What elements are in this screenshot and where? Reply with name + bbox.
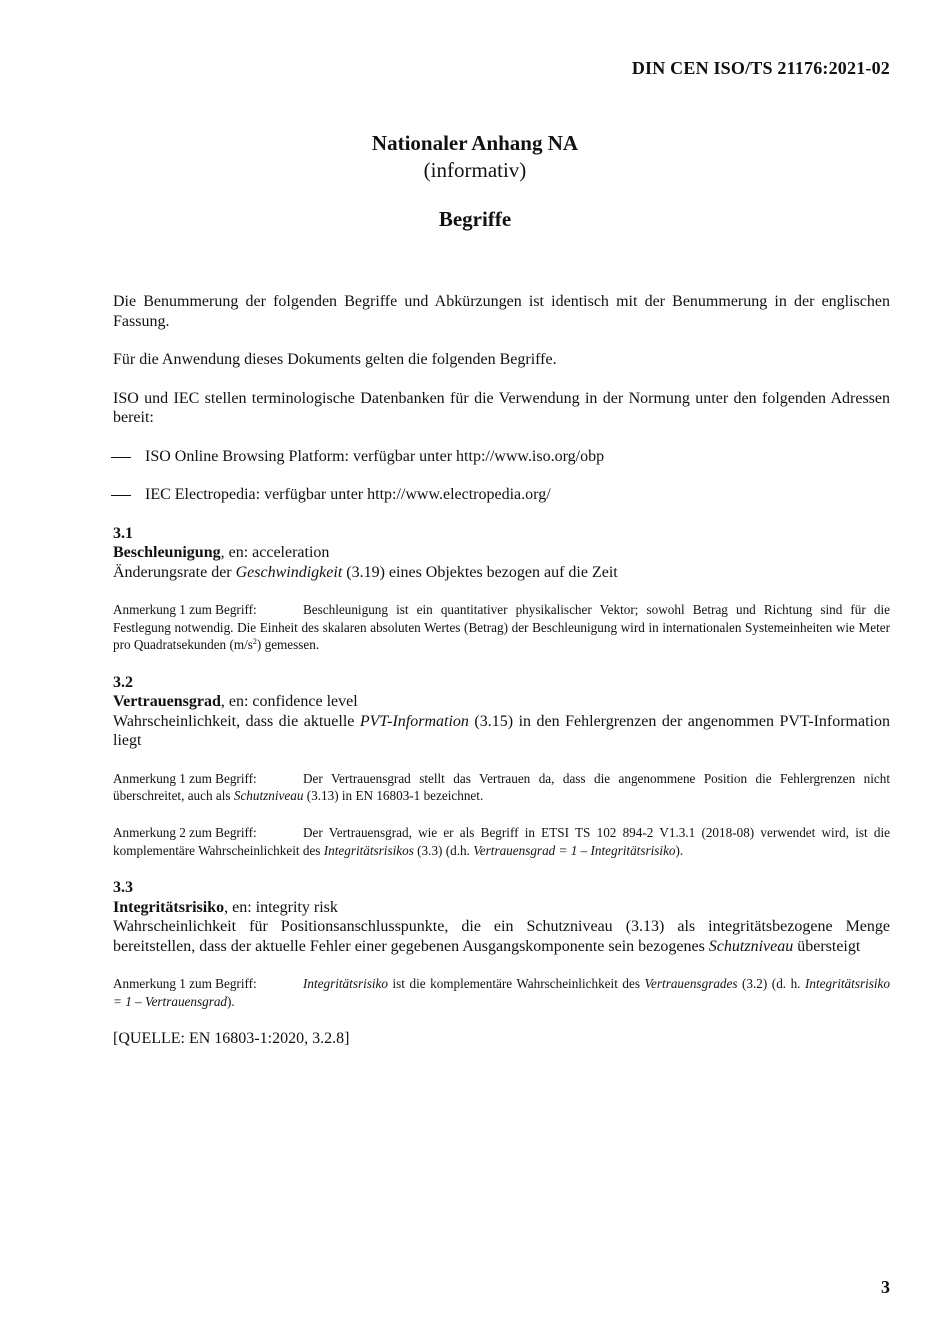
- list-item-text: IEC Electropedia: verfügbar unter http://www.electropedia.org/: [145, 486, 551, 503]
- page-number: 3: [881, 1277, 890, 1297]
- term-name: Integritätsrisiko: [113, 898, 225, 916]
- note-label: Anmerkung 2 zum Begriff:: [113, 824, 257, 840]
- term-heading: [113, 692, 890, 712]
- note-text: Der Vertrauensgrad stellt das Vertrauen da, dass die angenommene Position die Fehlergrenzen nicht überschreitet, auch als: [113, 770, 890, 804]
- note-italic: Integritätsrisikos: [323, 842, 414, 858]
- note-text: ) gemessen.: [256, 637, 320, 653]
- dash-bullet: [111, 495, 131, 496]
- term-heading: [113, 898, 890, 918]
- note-text: (3.2) (d. h.: [737, 976, 805, 992]
- note-text: (3.13) in EN 16803-1 bezeichnet.: [303, 788, 484, 804]
- definition-text: übersteigt: [793, 937, 861, 955]
- note-italic: Schutzniveau: [233, 788, 304, 804]
- term-note: [113, 975, 890, 1010]
- note-text: ).: [227, 993, 235, 1009]
- definition-text: (3.15) in den Fehlergrenzen der angenommen PVT-Information liegt: [113, 712, 890, 750]
- note-text: Der Vertrauensgrad, wie er als Begriff in ETSI TS 102 894-2 V1.3.1 (2018-08) verwendet wird, ist die komplementäre Wahrscheinlichkeit des: [113, 824, 890, 858]
- note-text: Beschleunigung ist ein quantitativer physikalischer Vektor; sowohl Betrag und Richtung sind für die Festlegung notwendig. Die Einheit des skalaren absoluten Wertes (Betrag) der Beschleunigung wird in internationalen Systemeinheiten wie Meter pro Quadratsekunden (m/s: [113, 602, 890, 653]
- note-label: Anmerkung 1 zum Begriff:: [113, 770, 257, 786]
- definition-italic: PVT-Information: [359, 712, 469, 730]
- note-italic: Vertrauensgrades: [644, 976, 738, 992]
- term-entry-3-2: [113, 673, 890, 859]
- term-number: 3.1: [113, 524, 133, 542]
- term-definition: [113, 563, 890, 583]
- definition-italic: Schutzniveau: [708, 937, 794, 955]
- note-label: Anmerkung 1 zum Begriff:: [113, 602, 257, 617]
- term-source: [QUELLE: EN 16803-1:2020, 3.2.8]: [113, 1030, 350, 1048]
- term-entry-3-1: [113, 524, 890, 654]
- note-label: Anmerkung 1 zum Begriff:: [113, 976, 257, 992]
- note-text: (3.3) (d.h.: [413, 842, 474, 858]
- intro-paragraph-2: Für die Anwendung dieses Dokuments gelten die folgenden Begriffe.: [113, 351, 557, 368]
- note-superscript: 2: [252, 637, 257, 647]
- term-entry-3-3: [113, 878, 890, 1049]
- list-item: [113, 485, 890, 505]
- definition-text: Änderungsrate der: [113, 563, 236, 581]
- document-body: [113, 292, 890, 1049]
- term-english: , en: acceleration: [220, 544, 330, 561]
- note-text: ).: [675, 842, 684, 858]
- note-italic: Vertrauensgrad = 1 – Integritätsrisiko: [473, 842, 676, 858]
- definition-text: Wahrscheinlichkeit für Positionsanschlusspunkte, die ein Schutzniveau (3.13) als integritätsbezogene Menge bereitstellen, dass der aktuelle Fehler einer gegebenen Ausgangskomponente sein bezogenes: [113, 918, 890, 955]
- term-definition: [113, 712, 890, 751]
- definition-italic: Geschwindigkeit: [235, 563, 343, 581]
- term-note: [113, 824, 890, 859]
- term-english: , en: confidence level: [220, 693, 358, 711]
- document-identifier: DIN CEN ISO/TS 21176:2021-02: [631, 58, 890, 78]
- list-item: [113, 447, 890, 467]
- note-italic: Integritätsrisiko: [303, 976, 388, 992]
- definition-text: (3.19) eines Objektes bezogen auf die Zeit: [342, 563, 618, 581]
- term-number: 3.2: [113, 673, 133, 691]
- note-text: ist die komplementäre Wahrscheinlichkeit des: [388, 976, 645, 992]
- definition-text: Wahrscheinlichkeit, dass die aktuelle: [113, 712, 360, 730]
- dash-bullet: [111, 457, 131, 458]
- term-name: Beschleunigung: [113, 544, 221, 561]
- list-item-text: ISO Online Browsing Platform: verfügbar unter http://www.iso.org/obp: [145, 447, 605, 465]
- intro-paragraph-3: ISO und IEC stellen terminologische Datenbanken für die Verwendung in der Normung unter den folgenden Adressen bereit:: [113, 389, 890, 426]
- term-note: [113, 601, 890, 654]
- term-number: 3.3: [113, 879, 133, 897]
- note-italic: Integritätsrisiko = 1 – Vertrauensgrad: [113, 976, 890, 1009]
- term-english: , en: integrity risk: [224, 898, 338, 916]
- term-definition: [113, 917, 890, 956]
- term-note: [113, 770, 890, 805]
- term-heading: [113, 543, 890, 563]
- section-title: Begriffe: [438, 207, 512, 231]
- term-name: Vertrauensgrad: [113, 693, 221, 711]
- annex-subtitle: (informativ): [423, 158, 527, 182]
- annex-title: Nationaler Anhang NA: [371, 131, 579, 155]
- intro-paragraph-1: Die Benummerung der folgenden Begriffe und Abkürzungen ist identisch mit der Benummerung in der englischen Fassung.: [113, 293, 890, 330]
